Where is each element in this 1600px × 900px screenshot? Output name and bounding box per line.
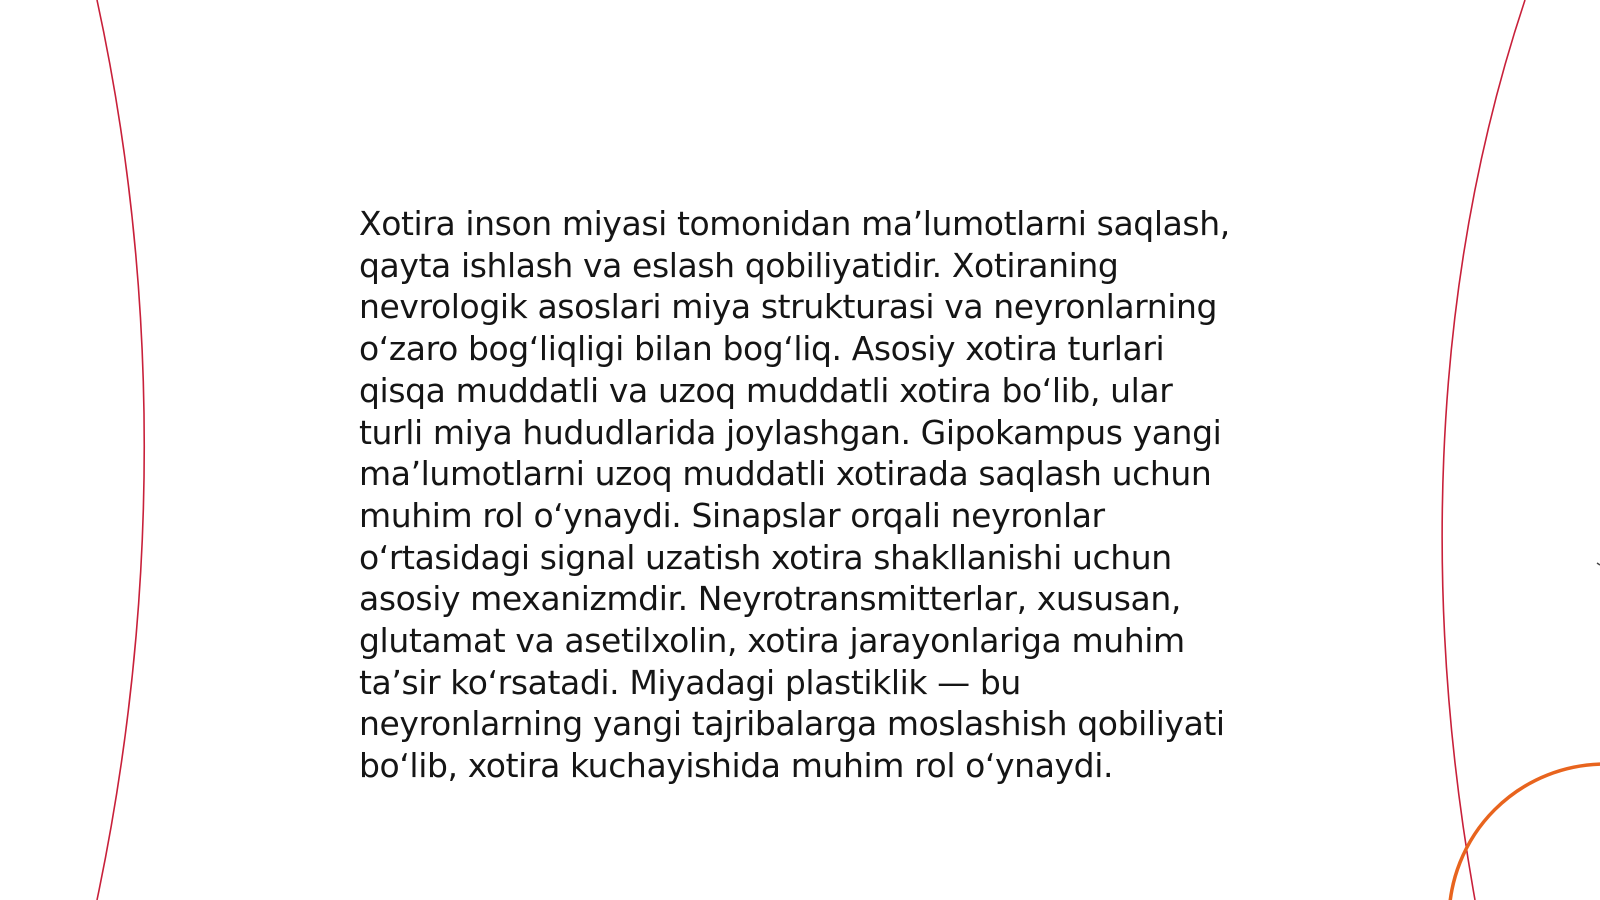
left-curve-line (97, 0, 144, 900)
right-curve-line (1442, 0, 1525, 900)
body-paragraph: Xotira inson miyasi tomonidan ma’lumotlarni saqlash, qayta ishlash va eslash qobiliyatidir. Xotiraning nevrologik asoslari miya strukturasi va neyronlarning o‘zaro bog‘liqligi bilan bog‘liq. Asosiy xotira turlari qisqa muddatli va uzoq muddatli xotira bo‘lib, ular turli miya hududlarida joylashgan. Gipokampus yangi ma’lumotlarni uzoq muddatli xotirada saqlash uchun muhim rol o‘ynaydi. Sinapslar orqali neyronlar o‘rtasidagi signal uzatish xotira shakllanishi uchun asosiy mexanizmdir. Neyrotransmitterlar, xususan, glutamat va asetilxolin, xotira jarayonlariga muhim ta’sir ko‘rsatadi. Miyadagi plastiklik — bu neyronlarning yangi tajribalarga moslashish qobiliyati bo‘lib, xotira kuchayishida muhim rol o‘ynaydi. (359, 204, 1230, 786)
